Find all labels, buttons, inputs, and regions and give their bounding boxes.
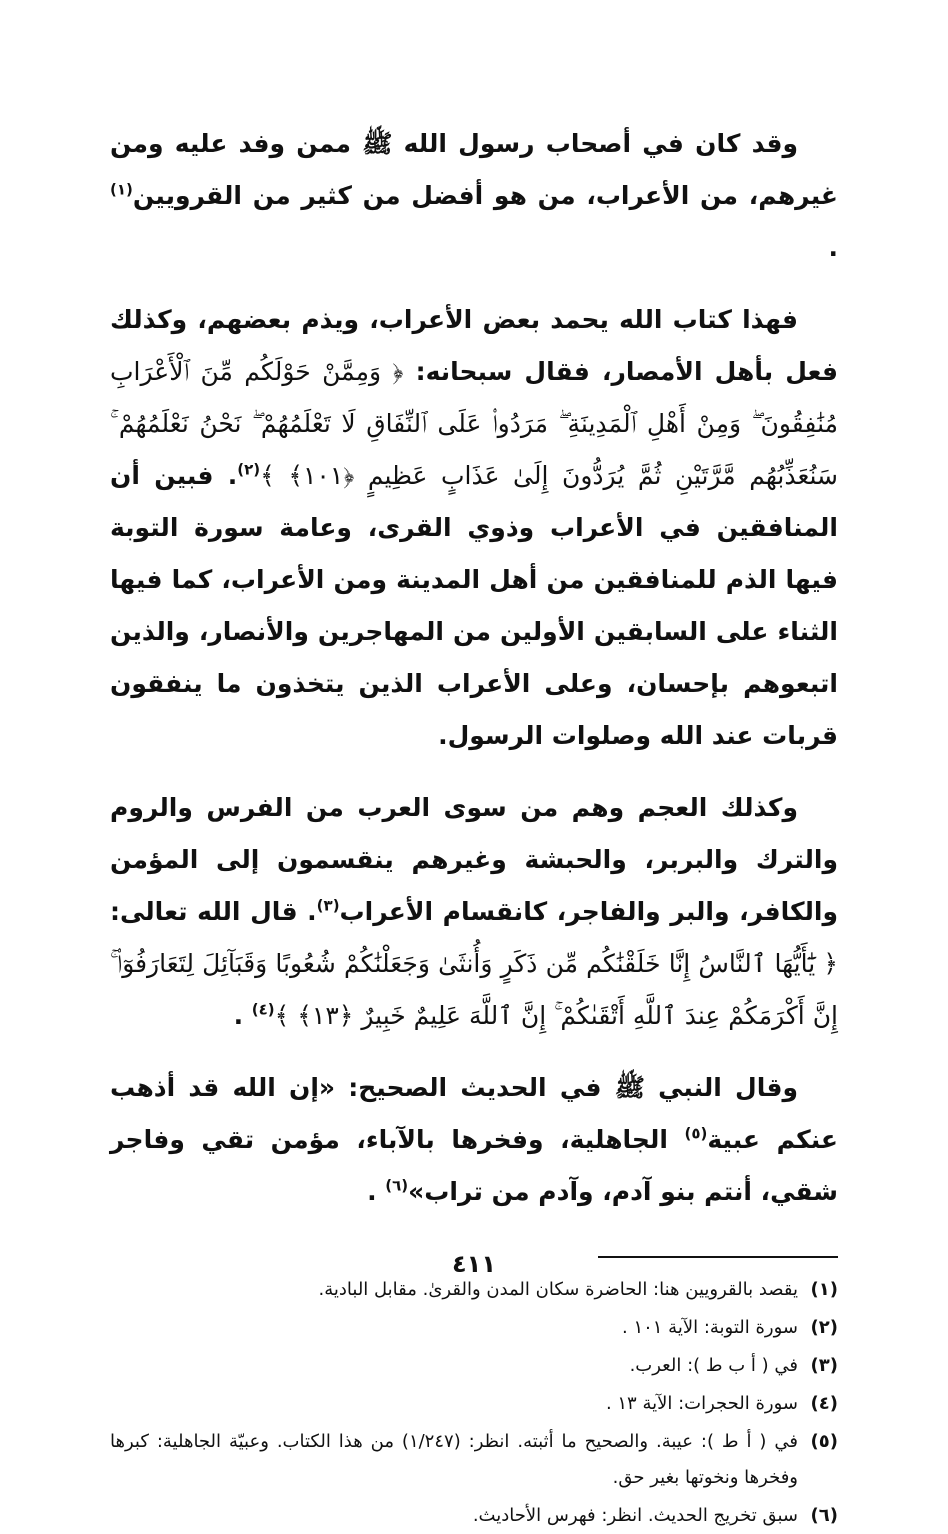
paragraph-text-after: . قال الله تعالى: <box>110 897 317 926</box>
footnotes-list <box>110 1272 838 1534</box>
quran-verse: ﴿ وَمِمَّنْ حَوْلَكُم مِّنَ ٱلْأَعْرَابِ مُنَٰفِقُونَ ۖ وَمِنْ أَهْلِ ٱلْمَدِينَةِ ۖ مَرَدُوا۟ عَلَى ٱلنِّفَاقِ لَا تَعْلَمُهُمْ ۖ نَحْنُ نَعْلَمُهُمْ ۚ سَنُعَذِّبُهُم مَّرَّتَيْنِ ثُمَّ يُرَدُّونَ إِلَىٰ عَذَابٍ عَظِيمٍ ﴿١٠١﴾ ﴾ <box>110 357 839 490</box>
paragraph-2 <box>110 294 838 762</box>
footnote-text: سبق تخريج الحديث. انظر: فهرس الأحاديث. <box>472 1505 798 1526</box>
footnote-ref: (٤) <box>251 1000 275 1019</box>
paragraph-4 <box>110 1062 838 1218</box>
paragraph-text: وكذلك العجم وهم من سوى العرب من الفرس والروم والترك والبربر، والحبشة وغيرهم ينقسمون إلى المؤمن والكافر، والبر والفاجر، كانقسام الأعراب <box>110 793 838 926</box>
paragraph-1 <box>110 118 838 274</box>
footnote-ref: (٣) <box>316 896 340 915</box>
footnote-text: في ( أ ط ): عيبة. والصحيح ما أثبته. انظر: (١/٢٤٧) من هذا الكتاب. وعبيّة الجاهلية: كبرها وفخرها ونخوتها بغير حق. <box>110 1431 798 1488</box>
footnote-ref: (١) <box>110 180 133 199</box>
footnote-item <box>110 1424 838 1496</box>
paragraph-text-end: . <box>367 1177 386 1206</box>
quran-verse: ﴿ يَٰٓأَيُّهَا ٱلنَّاسُ إِنَّا خَلَقْنَٰكُم مِّن ذَكَرٍ وَأُنثَىٰ وَجَعَلْنَٰكُمْ شُعُوبًا وَقَبَآئِلَ لِتَعَارَفُوٓا۟ ۚ إِنَّ أَكْرَمَكُمْ عِندَ ٱللَّهِ أَتْقَىٰكُمْ ۚ إِنَّ ٱللَّهَ عَلِيمٌ خَبِيرٌ ﴿١٣﴾ ﴾ <box>110 949 838 1030</box>
page-number: ٤١١ <box>452 1250 496 1278</box>
footnote-text: يقصد بالقرويين هنا: الحاضرة سكان المدن والقرىٰ. مقابل البادية. <box>318 1279 798 1300</box>
footnote-number: (١) <box>810 1279 838 1300</box>
footnote-text: سورة التوبة: الآية ١٠١ . <box>621 1317 798 1338</box>
footnote-ref: (٢) <box>237 460 261 479</box>
footnote-text: في ( أ ب ط ): العرب. <box>629 1355 798 1376</box>
footnote-number: (٥) <box>810 1431 838 1452</box>
paragraph-text: وقد كان في أصحاب رسول الله ﷺ ممن وفد عليه ومن غيرهم، من الأعراب، من هو أفضل من كثير من القرويين <box>110 129 838 210</box>
footnote-number: (٣) <box>810 1355 838 1376</box>
footnote-number: (٤) <box>810 1393 838 1414</box>
footnote-text: سورة الحجرات: الآية ١٣ . <box>605 1393 798 1414</box>
footnote-number: (٢) <box>810 1317 838 1338</box>
paragraph-text-after: . <box>828 233 838 262</box>
footnote-item <box>110 1498 838 1534</box>
paragraph-text-end: . <box>233 1001 252 1030</box>
footnote-number: (٦) <box>810 1505 838 1526</box>
footnote-item <box>110 1348 838 1384</box>
paragraph-text-after: الجاهلية، وفخرها بالآباء، مؤمن تقي وفاجر شقي، أنتم بنو آدم، وآدم من تراب» <box>110 1125 838 1206</box>
footnote-item <box>110 1310 838 1346</box>
paragraph-text: وقال النبي ﷺ في الحديث الصحيح: «إن الله قد أذهب عنكم عبية <box>110 1073 839 1154</box>
paragraph-text: فهذا كتاب الله يحمد بعض الأعراب، ويذم بعضهم، وكذلك فعل بأهل الأمصار، فقال سبحانه: <box>110 305 838 386</box>
paragraph-3 <box>110 782 838 1042</box>
paragraph-text-after: . فبين أن المنافقين في الأعراب وذوي القرى، وعامة سورة التوبة فيها الذم للمنافقين من أهل المدينة ومن الأعراب، كما فيها الثناء على السابقين الأولين من المهاجرين والأنصار، والذين اتبعوهم بإحسان، وعلى الأعراب الذين يتخذون ما ينفقون قربات عند الله وصلوات الرسول. <box>110 461 838 750</box>
footnote-ref: (٦) <box>385 1176 409 1195</box>
footnote-item <box>110 1386 838 1422</box>
footnote-ref: (٥) <box>684 1124 708 1143</box>
